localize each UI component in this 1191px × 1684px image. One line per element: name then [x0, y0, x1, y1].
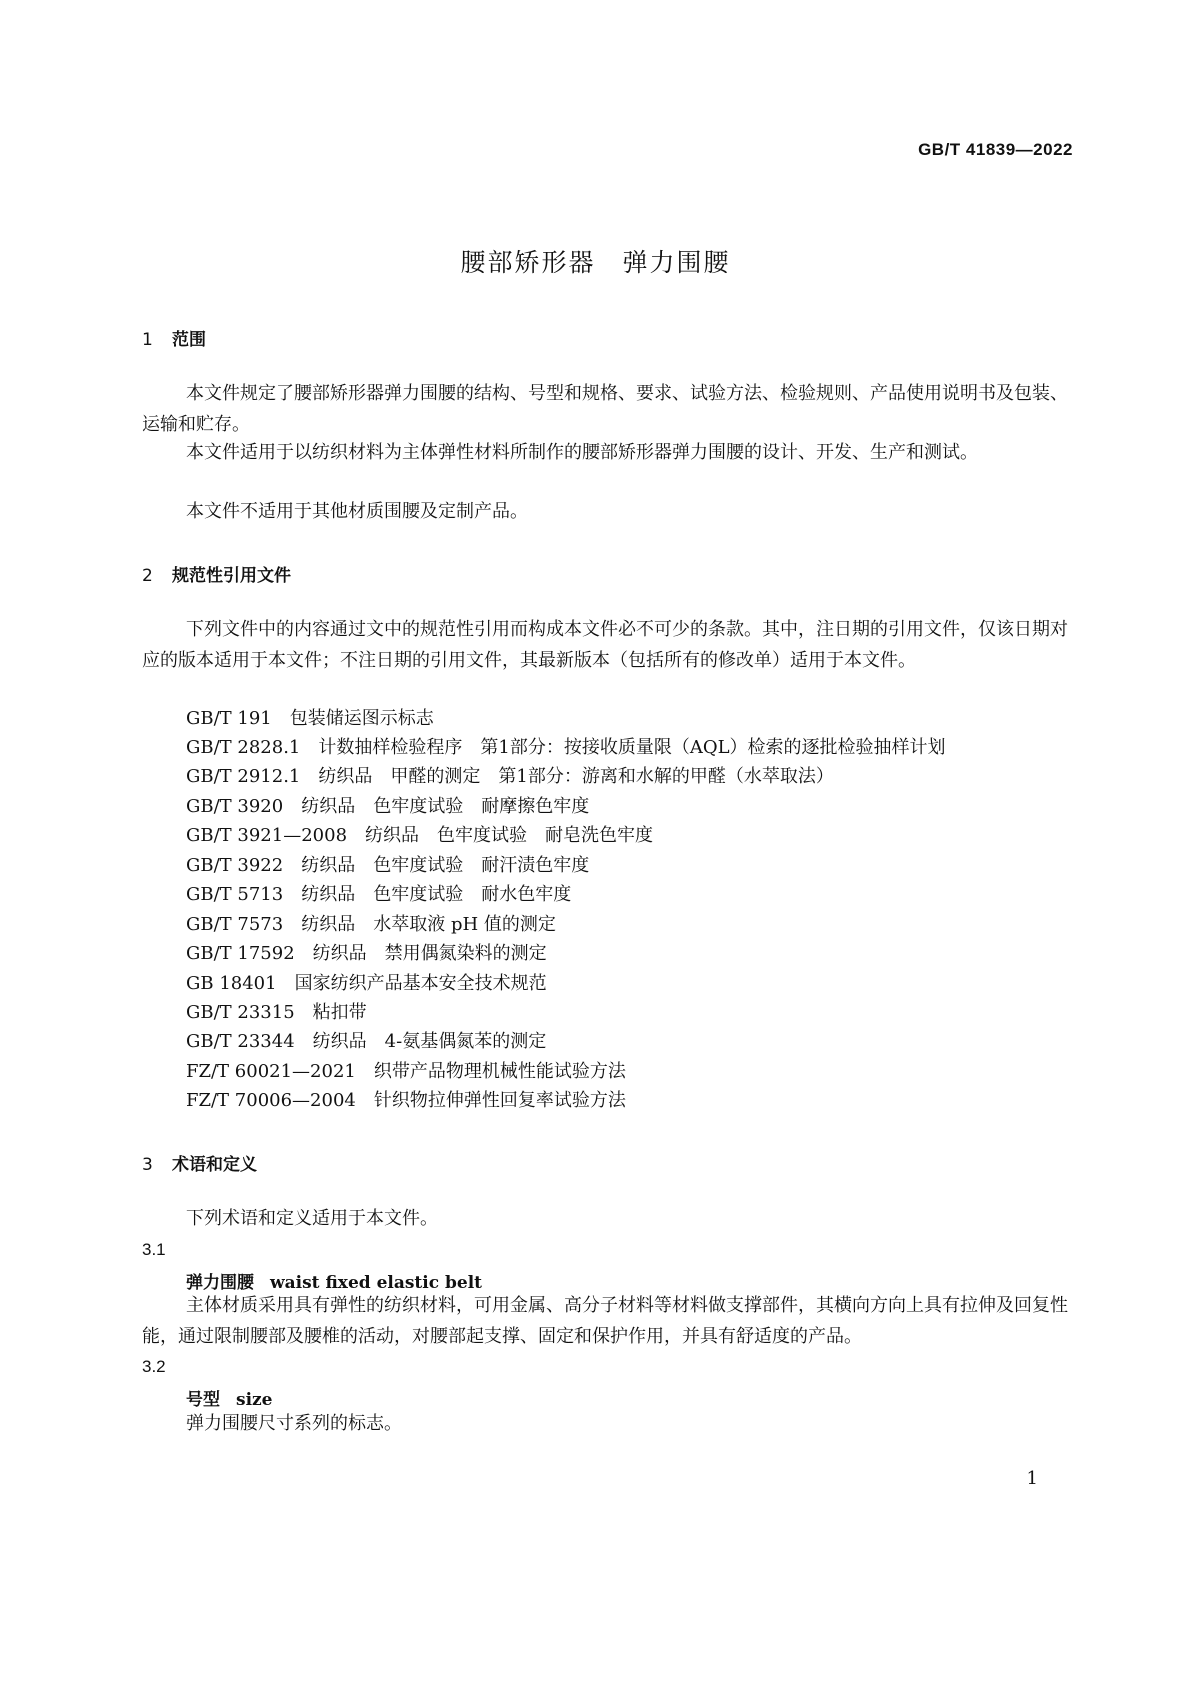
scope-paragraph-3: 本文件不适用于其他材质围腰及定制产品。 — [186, 501, 528, 522]
standard-code: GB/T 41839—2022 — [918, 140, 1073, 159]
term-number: 3.2 — [142, 1357, 166, 1376]
term-definition: 主体材质采用具有弹性的纺织材料，可用金属、高分子材料等材料做支撑部件，其横向方向上具有拉伸及回复性能，通过限制腰部及腰椎的活动，对腰部起支撑、固定和保护作用，并具有舒适度的产品。 — [142, 1295, 1068, 1347]
reference-item: FZ/T 60021—2021 织带产品物理机械性能试验方法 — [186, 1061, 626, 1082]
section-1-heading — [142, 325, 206, 350]
reference-item: GB/T 191 包装储运图示标志 — [186, 708, 434, 729]
section-title: 规范性引用文件 — [172, 566, 291, 586]
reference-item: GB/T 5713 纺织品 色牢度试验 耐水色牢度 — [186, 884, 572, 905]
section-title: 术语和定义 — [172, 1155, 257, 1175]
reference-item: GB/T 7573 纺织品 水萃取液 pH 值的测定 — [186, 914, 556, 935]
terms-intro: 下列术语和定义适用于本文件。 — [186, 1208, 438, 1229]
document-title: 腰部矫形器 弹力围腰 — [460, 248, 731, 277]
term-zh: 弹力围腰 — [186, 1273, 254, 1293]
reference-item: GB/T 3922 纺织品 色牢度试验 耐汗渍色牢度 — [186, 855, 590, 876]
term-number: 3.1 — [142, 1240, 166, 1259]
section-title: 范围 — [172, 330, 206, 350]
section-3-heading — [142, 1150, 257, 1175]
scope-paragraph-2: 本文件适用于以纺织材料为主体弹性材料所制作的腰部矫形器弹力围腰的设计、开发、生产和测试。 — [186, 442, 978, 463]
section-2-heading — [142, 561, 291, 586]
section-number: 2 — [142, 566, 153, 586]
reference-item: GB/T 3921—2008 纺织品 色牢度试验 耐皂洗色牢度 — [186, 825, 654, 846]
reference-item: GB/T 2828.1 计数抽样检验程序 第1部分：按接收质量限（AQL）检索的逐批检验抽样计划 — [186, 737, 946, 758]
reference-item: GB/T 17592 纺织品 禁用偶氮染料的测定 — [186, 943, 547, 964]
term-zh: 号型 — [186, 1390, 220, 1410]
term-en: size — [236, 1390, 273, 1410]
section-number: 1 — [142, 330, 153, 350]
term-en: waist fixed elastic belt — [270, 1273, 483, 1293]
section-number: 3 — [142, 1155, 153, 1175]
references-intro: 下列文件中的内容通过文中的规范性引用而构成本文件必不可少的条款。其中，注日期的引用文件，仅该日期对应的版本适用于本文件；不注日期的引用文件，其最新版本（包括所有的修改单）适用于本文件。 — [142, 619, 1068, 671]
reference-item: GB/T 3920 纺织品 色牢度试验 耐摩擦色牢度 — [186, 796, 590, 817]
page-number: 1 — [1026, 1468, 1038, 1489]
scope-paragraph-1: 本文件规定了腰部矫形器弹力围腰的结构、号型和规格、要求、试验方法、检验规则、产品使用说明书及包装、运输和贮存。 — [142, 383, 1068, 435]
reference-item: GB/T 23344 纺织品 4-氨基偶氮苯的测定 — [186, 1031, 547, 1052]
term-definition: 弹力围腰尺寸系列的标志。 — [186, 1413, 402, 1434]
term-heading — [186, 1385, 273, 1410]
reference-item: GB 18401 国家纺织产品基本安全技术规范 — [186, 973, 547, 994]
reference-item: GB/T 2912.1 纺织品 甲醛的测定 第1部分：游离和水解的甲醛（水萃取法） — [186, 766, 834, 787]
reference-item: GB/T 23315 粘扣带 — [186, 1002, 367, 1023]
reference-item: FZ/T 70006—2004 针织物拉伸弹性回复率试验方法 — [186, 1090, 626, 1111]
